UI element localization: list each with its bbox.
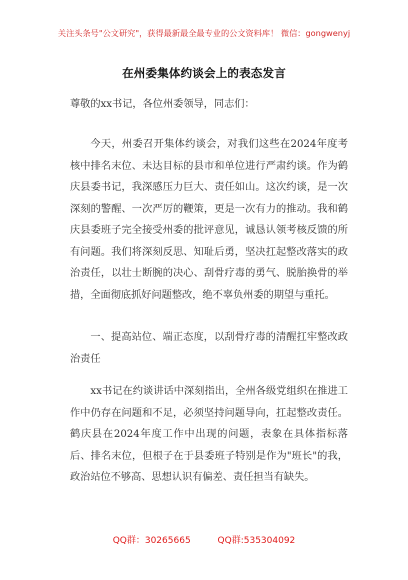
footer-contact — [0, 533, 408, 546]
salutation: 尊敬的xx书记，各位州委领导，同志们： — [70, 99, 255, 110]
footer-qq-group-2: QQ群:535304092 — [217, 536, 296, 546]
section-heading-1: 一、提高站位、端正态度，以刮骨疗毒的清醒扛牢整改政治责任 — [70, 332, 348, 365]
footer-qq-group-1: QQ群：30265665 — [112, 536, 191, 546]
body-paragraph-1: 今天，州委召开集体约谈会，对我们这些在2024年度考核中排名末位、未达目标的县市和单位进行严肃约谈。作为鹤庆县委书记，我深感压力巨大、责任如山。这次约谈，是一次深刻的警醒、一次严厉的鞭策，更是一次有力的推动。我和鹤庆县委班子完全接受州委的批评意见，诚恳认领考核反馈的所有问题。我们将深刻反思、知耻后勇，坚决扛起整改落实的政治责任，以壮士断腕的决心、刮骨疗毒的勇气、脱胎换骨的举措，全面彻底抓好问题整改，绝不辜负州委的期望与重托。 — [70, 139, 348, 301]
body-paragraph-2: xx书记在约谈讲话中深刻指出，全州各级党组织在推进工作中仍存在问题和不足，必须坚持问题导向，扛起整改责任。鹤庆县在2024年度工作中出现的问题，表象在具体指标落后、排名末位，但根子在于县委班子特别是作为"班长"的我，政治站位不够高、思想认识有偏差、责任担当有缺失。 — [70, 386, 348, 483]
document-title: 在州委集体约谈会上的表态发言 — [122, 66, 286, 80]
header-promo-note: 关注头条号"公文研究"，获得最新最全最专业的公文资料库！ 微信：gongwenyj — [57, 28, 351, 38]
